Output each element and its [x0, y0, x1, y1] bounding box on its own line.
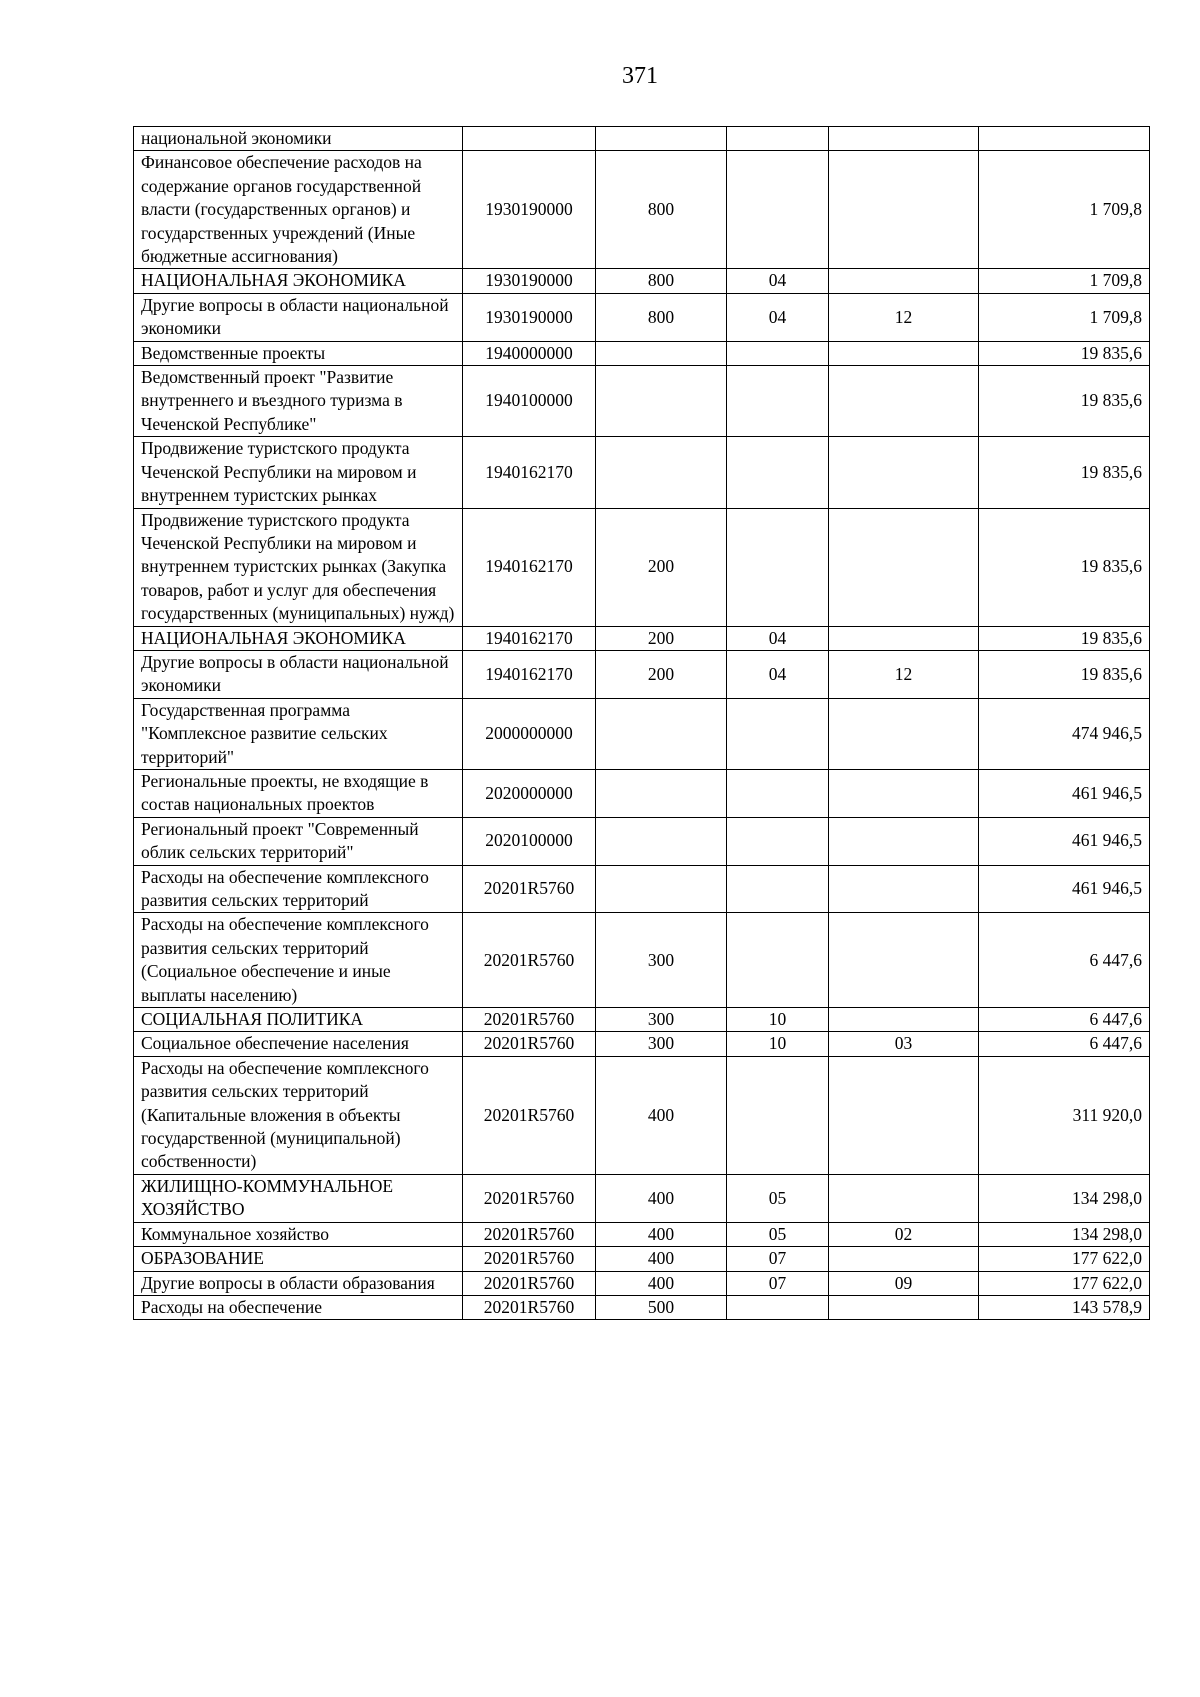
- expense-type-cell: 400: [596, 1271, 727, 1295]
- section-cell: [727, 366, 829, 437]
- expense-type-cell: [596, 769, 727, 817]
- budget-table: [133, 126, 1150, 1320]
- item-name-cell: Другие вопросы в области национальной экономики: [134, 293, 463, 341]
- expense-type-cell: 300: [596, 913, 727, 1008]
- item-name-cell: Социальное обеспечение населения: [134, 1032, 463, 1056]
- section-cell: [727, 1295, 829, 1319]
- section-cell: 04: [727, 269, 829, 293]
- subsection-cell: [829, 1247, 979, 1271]
- table-row: [134, 366, 1150, 437]
- target-code-cell: 20201R5760: [463, 1174, 596, 1222]
- subsection-cell: [829, 1056, 979, 1174]
- section-cell: [727, 127, 829, 151]
- target-code-cell: 1940162170: [463, 437, 596, 508]
- amount-cell: 6 447,6: [979, 1032, 1150, 1056]
- subsection-cell: [829, 1174, 979, 1222]
- amount-cell: 134 298,0: [979, 1174, 1150, 1222]
- amount-cell: 461 946,5: [979, 817, 1150, 865]
- section-cell: [727, 913, 829, 1008]
- target-code-cell: [463, 127, 596, 151]
- table-row: [134, 437, 1150, 508]
- expense-type-cell: 200: [596, 508, 727, 626]
- amount-cell: 474 946,5: [979, 698, 1150, 769]
- table-row: [134, 341, 1150, 365]
- item-name-cell: Ведомственные проекты: [134, 341, 463, 365]
- table-row: [134, 769, 1150, 817]
- expense-type-cell: [596, 865, 727, 913]
- section-cell: 05: [727, 1222, 829, 1246]
- target-code-cell: 2020100000: [463, 817, 596, 865]
- section-cell: [727, 151, 829, 269]
- table-row: [134, 626, 1150, 650]
- section-cell: 07: [727, 1247, 829, 1271]
- table-row: [134, 1271, 1150, 1295]
- subsection-cell: [829, 508, 979, 626]
- item-name-cell: ОБРАЗОВАНИЕ: [134, 1247, 463, 1271]
- item-name-cell: Финансовое обеспечение расходов на содержание органов государственной власти (государственных органов) и государственных учреждений (Иные бюджетные ассигнования): [134, 151, 463, 269]
- expense-type-cell: 400: [596, 1174, 727, 1222]
- target-code-cell: 2020000000: [463, 769, 596, 817]
- table-row: [134, 913, 1150, 1008]
- table-row: [134, 1295, 1150, 1319]
- target-code-cell: 1930190000: [463, 269, 596, 293]
- item-name-cell: Продвижение туристского продукта Чеченской Республики на мировом и внутреннем туристских рынках (Закупка товаров, работ и услуг для обеспечения государственных (муниципальных) нужд): [134, 508, 463, 626]
- table-row: [134, 865, 1150, 913]
- item-name-cell: Государственная программа "Комплексное развитие сельских территорий": [134, 698, 463, 769]
- amount-cell: 1 709,8: [979, 293, 1150, 341]
- budget-table-body: [134, 127, 1150, 1320]
- table-row: [134, 269, 1150, 293]
- amount-cell: 177 622,0: [979, 1271, 1150, 1295]
- expense-type-cell: [596, 817, 727, 865]
- item-name-cell: Расходы на обеспечение комплексного развития сельских территорий: [134, 865, 463, 913]
- item-name-cell: НАЦИОНАЛЬНАЯ ЭКОНОМИКА: [134, 269, 463, 293]
- target-code-cell: 2000000000: [463, 698, 596, 769]
- expense-type-cell: 800: [596, 293, 727, 341]
- amount-cell: 19 835,6: [979, 437, 1150, 508]
- subsection-cell: 09: [829, 1271, 979, 1295]
- table-row: [134, 698, 1150, 769]
- target-code-cell: 20201R5760: [463, 1295, 596, 1319]
- target-code-cell: 1940000000: [463, 341, 596, 365]
- target-code-cell: 1940162170: [463, 650, 596, 698]
- subsection-cell: 03: [829, 1032, 979, 1056]
- item-name-cell: Расходы на обеспечение: [134, 1295, 463, 1319]
- table-row: [134, 1056, 1150, 1174]
- section-cell: [727, 769, 829, 817]
- target-code-cell: 20201R5760: [463, 1271, 596, 1295]
- expense-type-cell: 300: [596, 1008, 727, 1032]
- table-row: [134, 293, 1150, 341]
- table-row: [134, 508, 1150, 626]
- amount-cell: 461 946,5: [979, 769, 1150, 817]
- section-cell: 10: [727, 1008, 829, 1032]
- subsection-cell: [829, 151, 979, 269]
- expense-type-cell: 200: [596, 650, 727, 698]
- table-row: [134, 127, 1150, 151]
- amount-cell: 134 298,0: [979, 1222, 1150, 1246]
- target-code-cell: 1940100000: [463, 366, 596, 437]
- expense-type-cell: [596, 698, 727, 769]
- item-name-cell: Другие вопросы в области образования: [134, 1271, 463, 1295]
- section-cell: 04: [727, 626, 829, 650]
- subsection-cell: [829, 1295, 979, 1319]
- section-cell: [727, 865, 829, 913]
- amount-cell: 6 447,6: [979, 913, 1150, 1008]
- item-name-cell: Коммунальное хозяйство: [134, 1222, 463, 1246]
- amount-cell: 311 920,0: [979, 1056, 1150, 1174]
- table-row: [134, 151, 1150, 269]
- subsection-cell: [829, 127, 979, 151]
- amount-cell: 19 835,6: [979, 366, 1150, 437]
- target-code-cell: 1940162170: [463, 508, 596, 626]
- subsection-cell: [829, 913, 979, 1008]
- expense-type-cell: [596, 437, 727, 508]
- item-name-cell: Региональный проект "Современный облик сельских территорий": [134, 817, 463, 865]
- item-name-cell: Расходы на обеспечение комплексного развития сельских территорий (Капитальные вложения в объекты государственной (муниципальной) собственности): [134, 1056, 463, 1174]
- item-name-cell: Ведомственный проект "Развитие внутреннего и въездного туризма в Чеченской Республике": [134, 366, 463, 437]
- amount-cell: 143 578,9: [979, 1295, 1150, 1319]
- table-row: [134, 1222, 1150, 1246]
- table-row: [134, 1008, 1150, 1032]
- subsection-cell: 12: [829, 293, 979, 341]
- table-row: [134, 1032, 1150, 1056]
- amount-cell: 19 835,6: [979, 508, 1150, 626]
- subsection-cell: 12: [829, 650, 979, 698]
- amount-cell: 177 622,0: [979, 1247, 1150, 1271]
- target-code-cell: 20201R5760: [463, 1222, 596, 1246]
- expense-type-cell: 500: [596, 1295, 727, 1319]
- table-row: [134, 817, 1150, 865]
- section-cell: [727, 341, 829, 365]
- subsection-cell: [829, 437, 979, 508]
- subsection-cell: [829, 341, 979, 365]
- target-code-cell: 1930190000: [463, 293, 596, 341]
- target-code-cell: 20201R5760: [463, 1056, 596, 1174]
- expense-type-cell: 300: [596, 1032, 727, 1056]
- section-cell: 04: [727, 650, 829, 698]
- item-name-cell: Продвижение туристского продукта Чеченской Республики на мировом и внутреннем туристских рынках: [134, 437, 463, 508]
- amount-cell: 6 447,6: [979, 1008, 1150, 1032]
- section-cell: 05: [727, 1174, 829, 1222]
- amount-cell: 19 835,6: [979, 626, 1150, 650]
- table-row: [134, 1247, 1150, 1271]
- subsection-cell: [829, 769, 979, 817]
- target-code-cell: 20201R5760: [463, 1247, 596, 1271]
- expense-type-cell: [596, 341, 727, 365]
- item-name-cell: Региональные проекты, не входящие в состав национальных проектов: [134, 769, 463, 817]
- section-cell: 10: [727, 1032, 829, 1056]
- expense-type-cell: 400: [596, 1056, 727, 1174]
- item-name-cell: Другие вопросы в области национальной экономики: [134, 650, 463, 698]
- target-code-cell: 1940162170: [463, 626, 596, 650]
- target-code-cell: 20201R5760: [463, 865, 596, 913]
- section-cell: 07: [727, 1271, 829, 1295]
- amount-cell: [979, 127, 1150, 151]
- amount-cell: 1 709,8: [979, 269, 1150, 293]
- amount-cell: 1 709,8: [979, 151, 1150, 269]
- target-code-cell: 20201R5760: [463, 913, 596, 1008]
- subsection-cell: [829, 366, 979, 437]
- table-row: [134, 650, 1150, 698]
- target-code-cell: 20201R5760: [463, 1032, 596, 1056]
- section-cell: [727, 1056, 829, 1174]
- subsection-cell: [829, 698, 979, 769]
- table-row: [134, 1174, 1150, 1222]
- subsection-cell: 02: [829, 1222, 979, 1246]
- section-cell: [727, 508, 829, 626]
- amount-cell: 19 835,6: [979, 650, 1150, 698]
- expense-type-cell: 400: [596, 1247, 727, 1271]
- section-cell: 04: [727, 293, 829, 341]
- expense-type-cell: [596, 127, 727, 151]
- expense-type-cell: 200: [596, 626, 727, 650]
- amount-cell: 461 946,5: [979, 865, 1150, 913]
- subsection-cell: [829, 269, 979, 293]
- item-name-cell: СОЦИАЛЬНАЯ ПОЛИТИКА: [134, 1008, 463, 1032]
- section-cell: [727, 437, 829, 508]
- section-cell: [727, 817, 829, 865]
- expense-type-cell: [596, 366, 727, 437]
- item-name-cell: национальной экономики: [134, 127, 463, 151]
- amount-cell: 19 835,6: [979, 341, 1150, 365]
- subsection-cell: [829, 1008, 979, 1032]
- item-name-cell: НАЦИОНАЛЬНАЯ ЭКОНОМИКА: [134, 626, 463, 650]
- item-name-cell: ЖИЛИЩНО-КОММУНАЛЬНОЕ ХОЗЯЙСТВО: [134, 1174, 463, 1222]
- item-name-cell: Расходы на обеспечение комплексного развития сельских территорий (Социальное обеспечение и иные выплаты населению): [134, 913, 463, 1008]
- target-code-cell: 1930190000: [463, 151, 596, 269]
- expense-type-cell: 800: [596, 151, 727, 269]
- subsection-cell: [829, 865, 979, 913]
- page-number: 371: [622, 63, 658, 89]
- target-code-cell: 20201R5760: [463, 1008, 596, 1032]
- section-cell: [727, 698, 829, 769]
- expense-type-cell: 400: [596, 1222, 727, 1246]
- expense-type-cell: 800: [596, 269, 727, 293]
- subsection-cell: [829, 626, 979, 650]
- subsection-cell: [829, 817, 979, 865]
